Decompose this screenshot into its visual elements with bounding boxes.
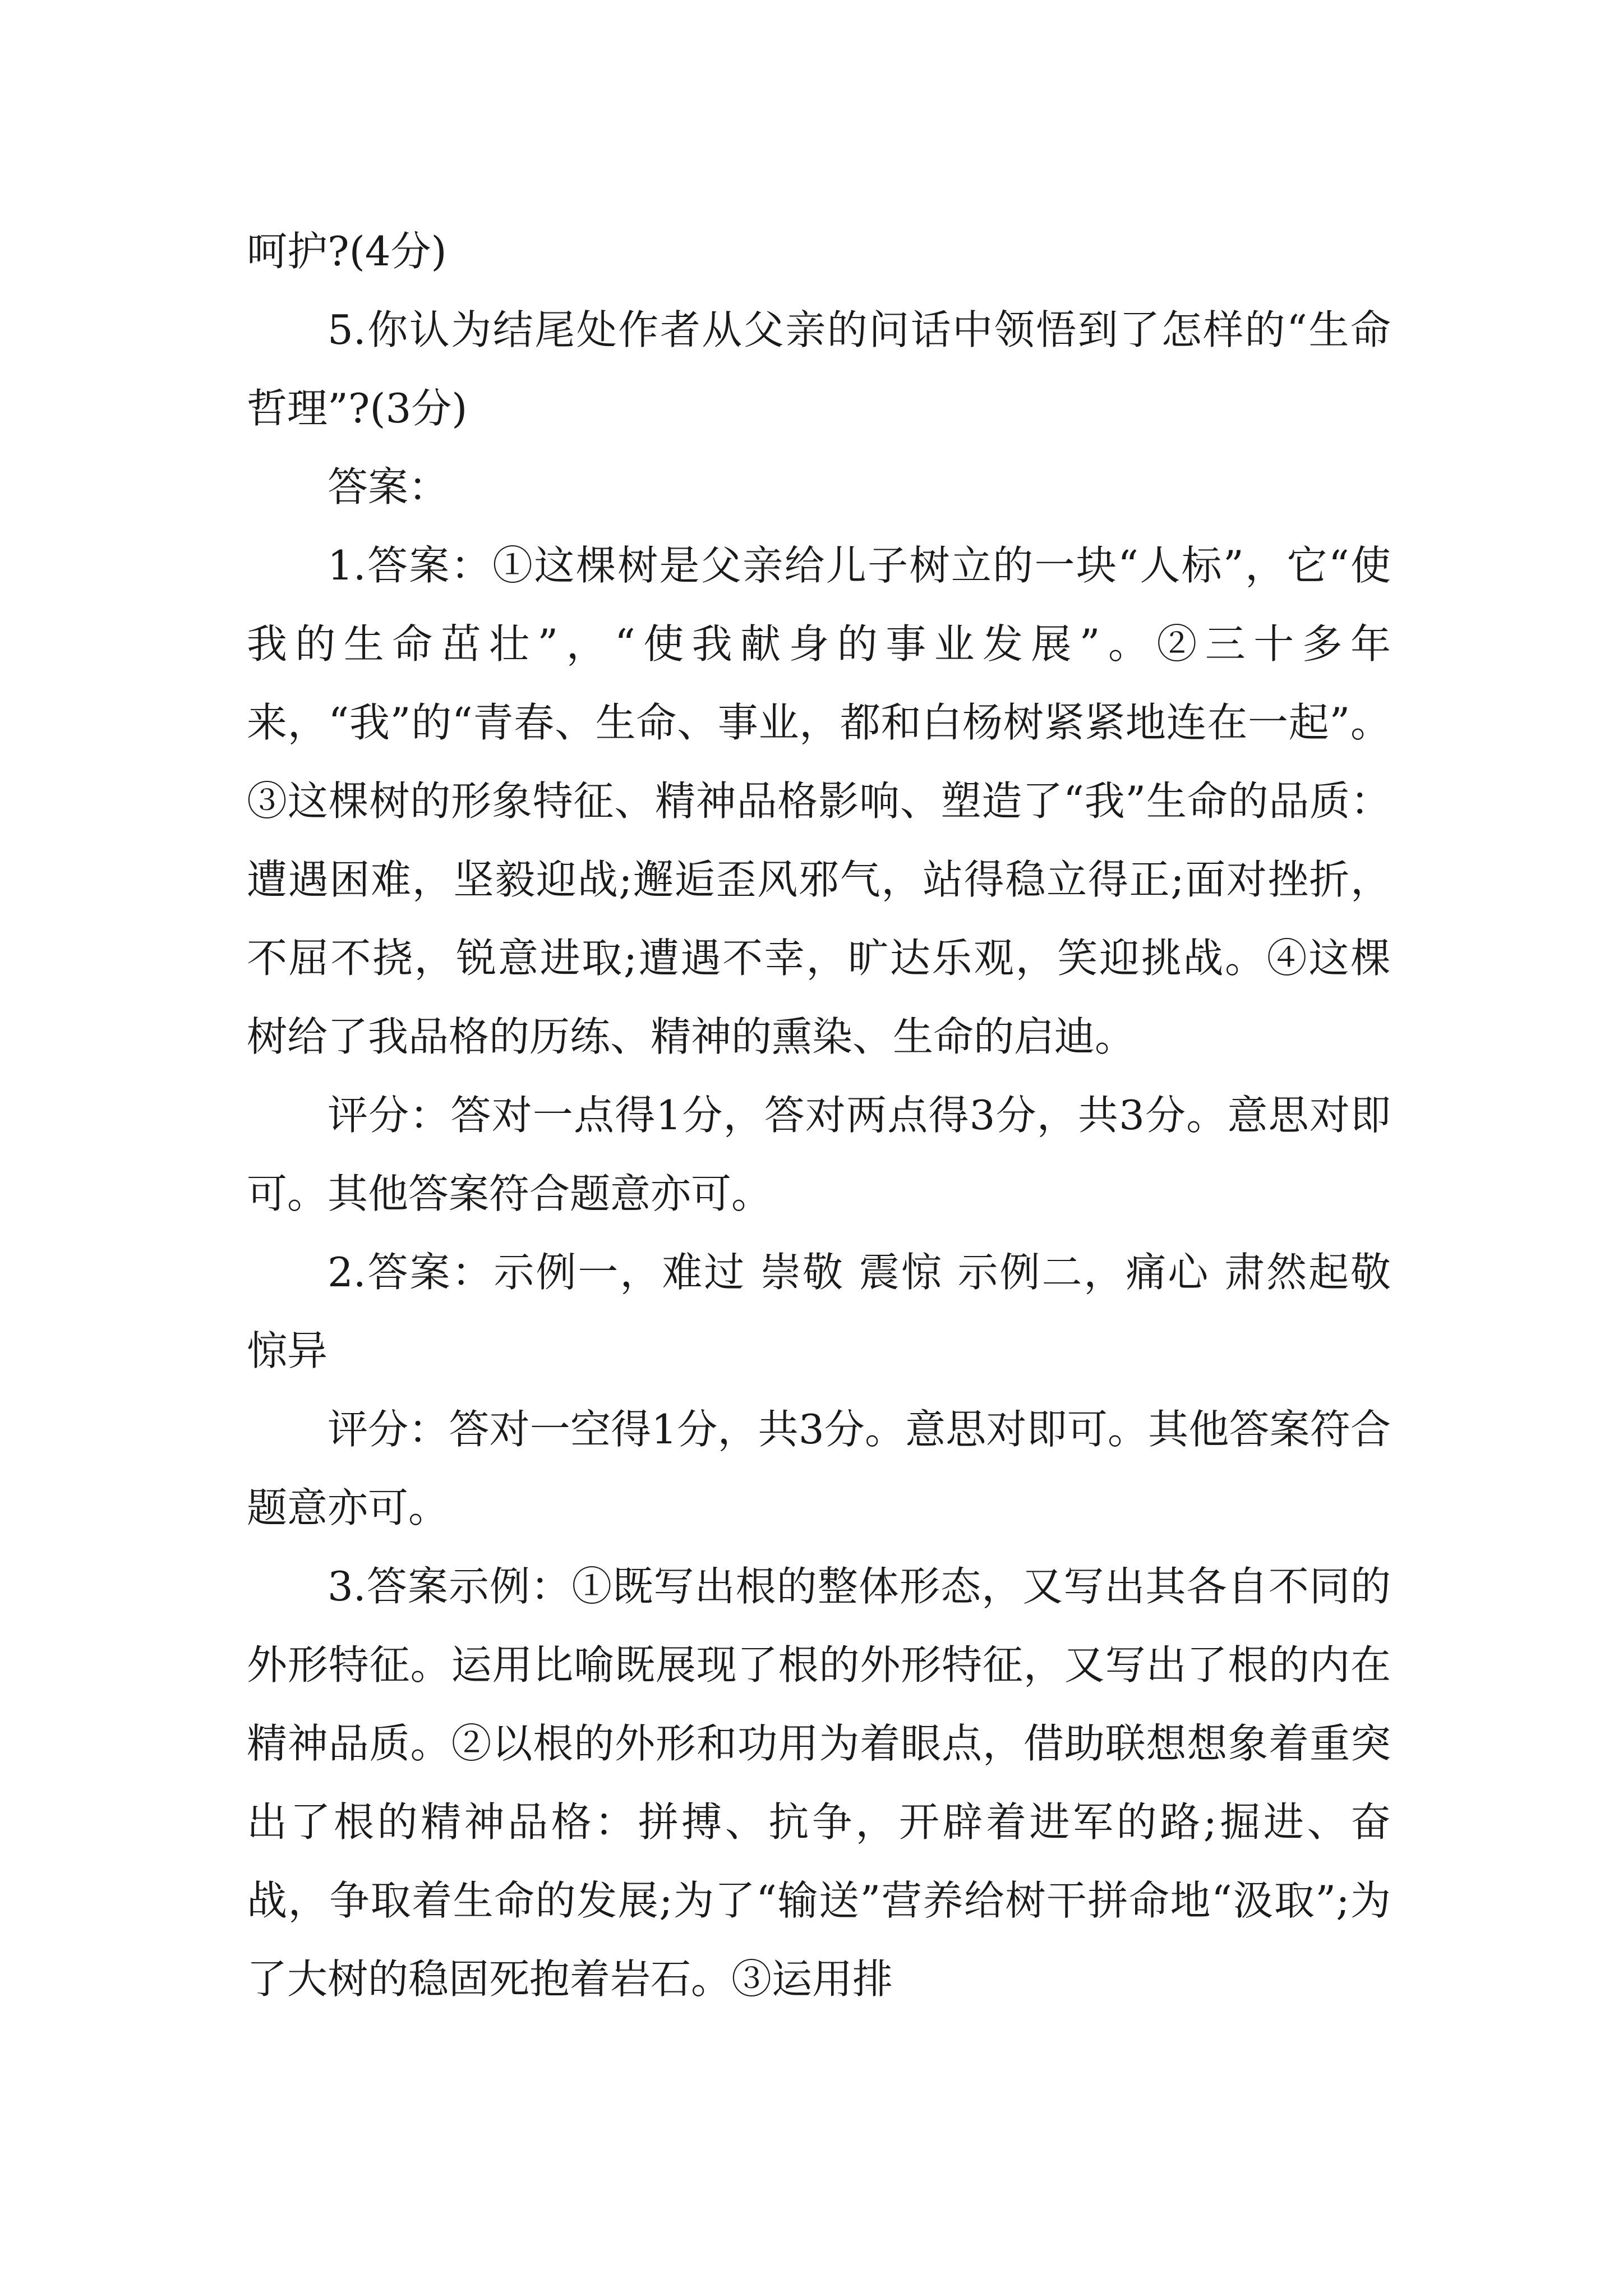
scoring-1-paragraph: 评分：答对一点得1分，答对两点得3分，共3分。意思对即可。其他答案符合题意亦可。: [247, 1092, 1391, 1217]
scoring-2-paragraph: 评分：答对一空得1分，共3分。意思对即可。其他答案符合题意亦可。: [247, 1406, 1391, 1531]
answer-1-paragraph: 1.答案：①这棵树是父亲给儿子树立的一块“人标”，它“使我的生命茁壮”，“使我献身的事业发展”。②三十多年来，“我”的“青春、生命、事业，都和白杨树紧紧地连在一起”。③这棵树的形象特征、精神品格影响、塑造了“我”生命的品质：遭遇困难，坚毅迎战;邂逅歪风邪气，站得稳立得正;面对挫折，不屈不挠，锐意进取;遭遇不幸，旷达乐观，笑迎挑战。④这棵树给了我品格的历练、精神的熏染、生命的启迪。: [247, 542, 1391, 1060]
answer-heading: 答案：: [328, 463, 449, 510]
document-page: [247, 212, 1391, 2018]
answer-2-paragraph: 2.答案：示例一，难过 崇敬 震惊 示例二，痛心 肃然起敬 惊异: [247, 1249, 1391, 1374]
text-paragraph: 呵护?(4分): [247, 228, 447, 275]
question-5-paragraph: 5.你认为结尾处作者从父亲的问话中领悟到了怎样的“生命哲理”?(3分): [247, 306, 1391, 432]
answer-3-paragraph: 3.答案示例：①既写出根的整体形态，又写出其各自不同的外形特征。运用比喻既展现了根的外形特征，又写出了根的内在精神品质。②以根的外形和功用为着眼点，借助联想想象着重突出了根的精神品格：拼搏、抗争，开辟着进军的路;掘进、奋战，争取着生命的发展;为了“输送”营养给树干拼命地“汲取”;为了大树的稳固死抱着岩石。③运用排: [247, 1563, 1391, 2003]
